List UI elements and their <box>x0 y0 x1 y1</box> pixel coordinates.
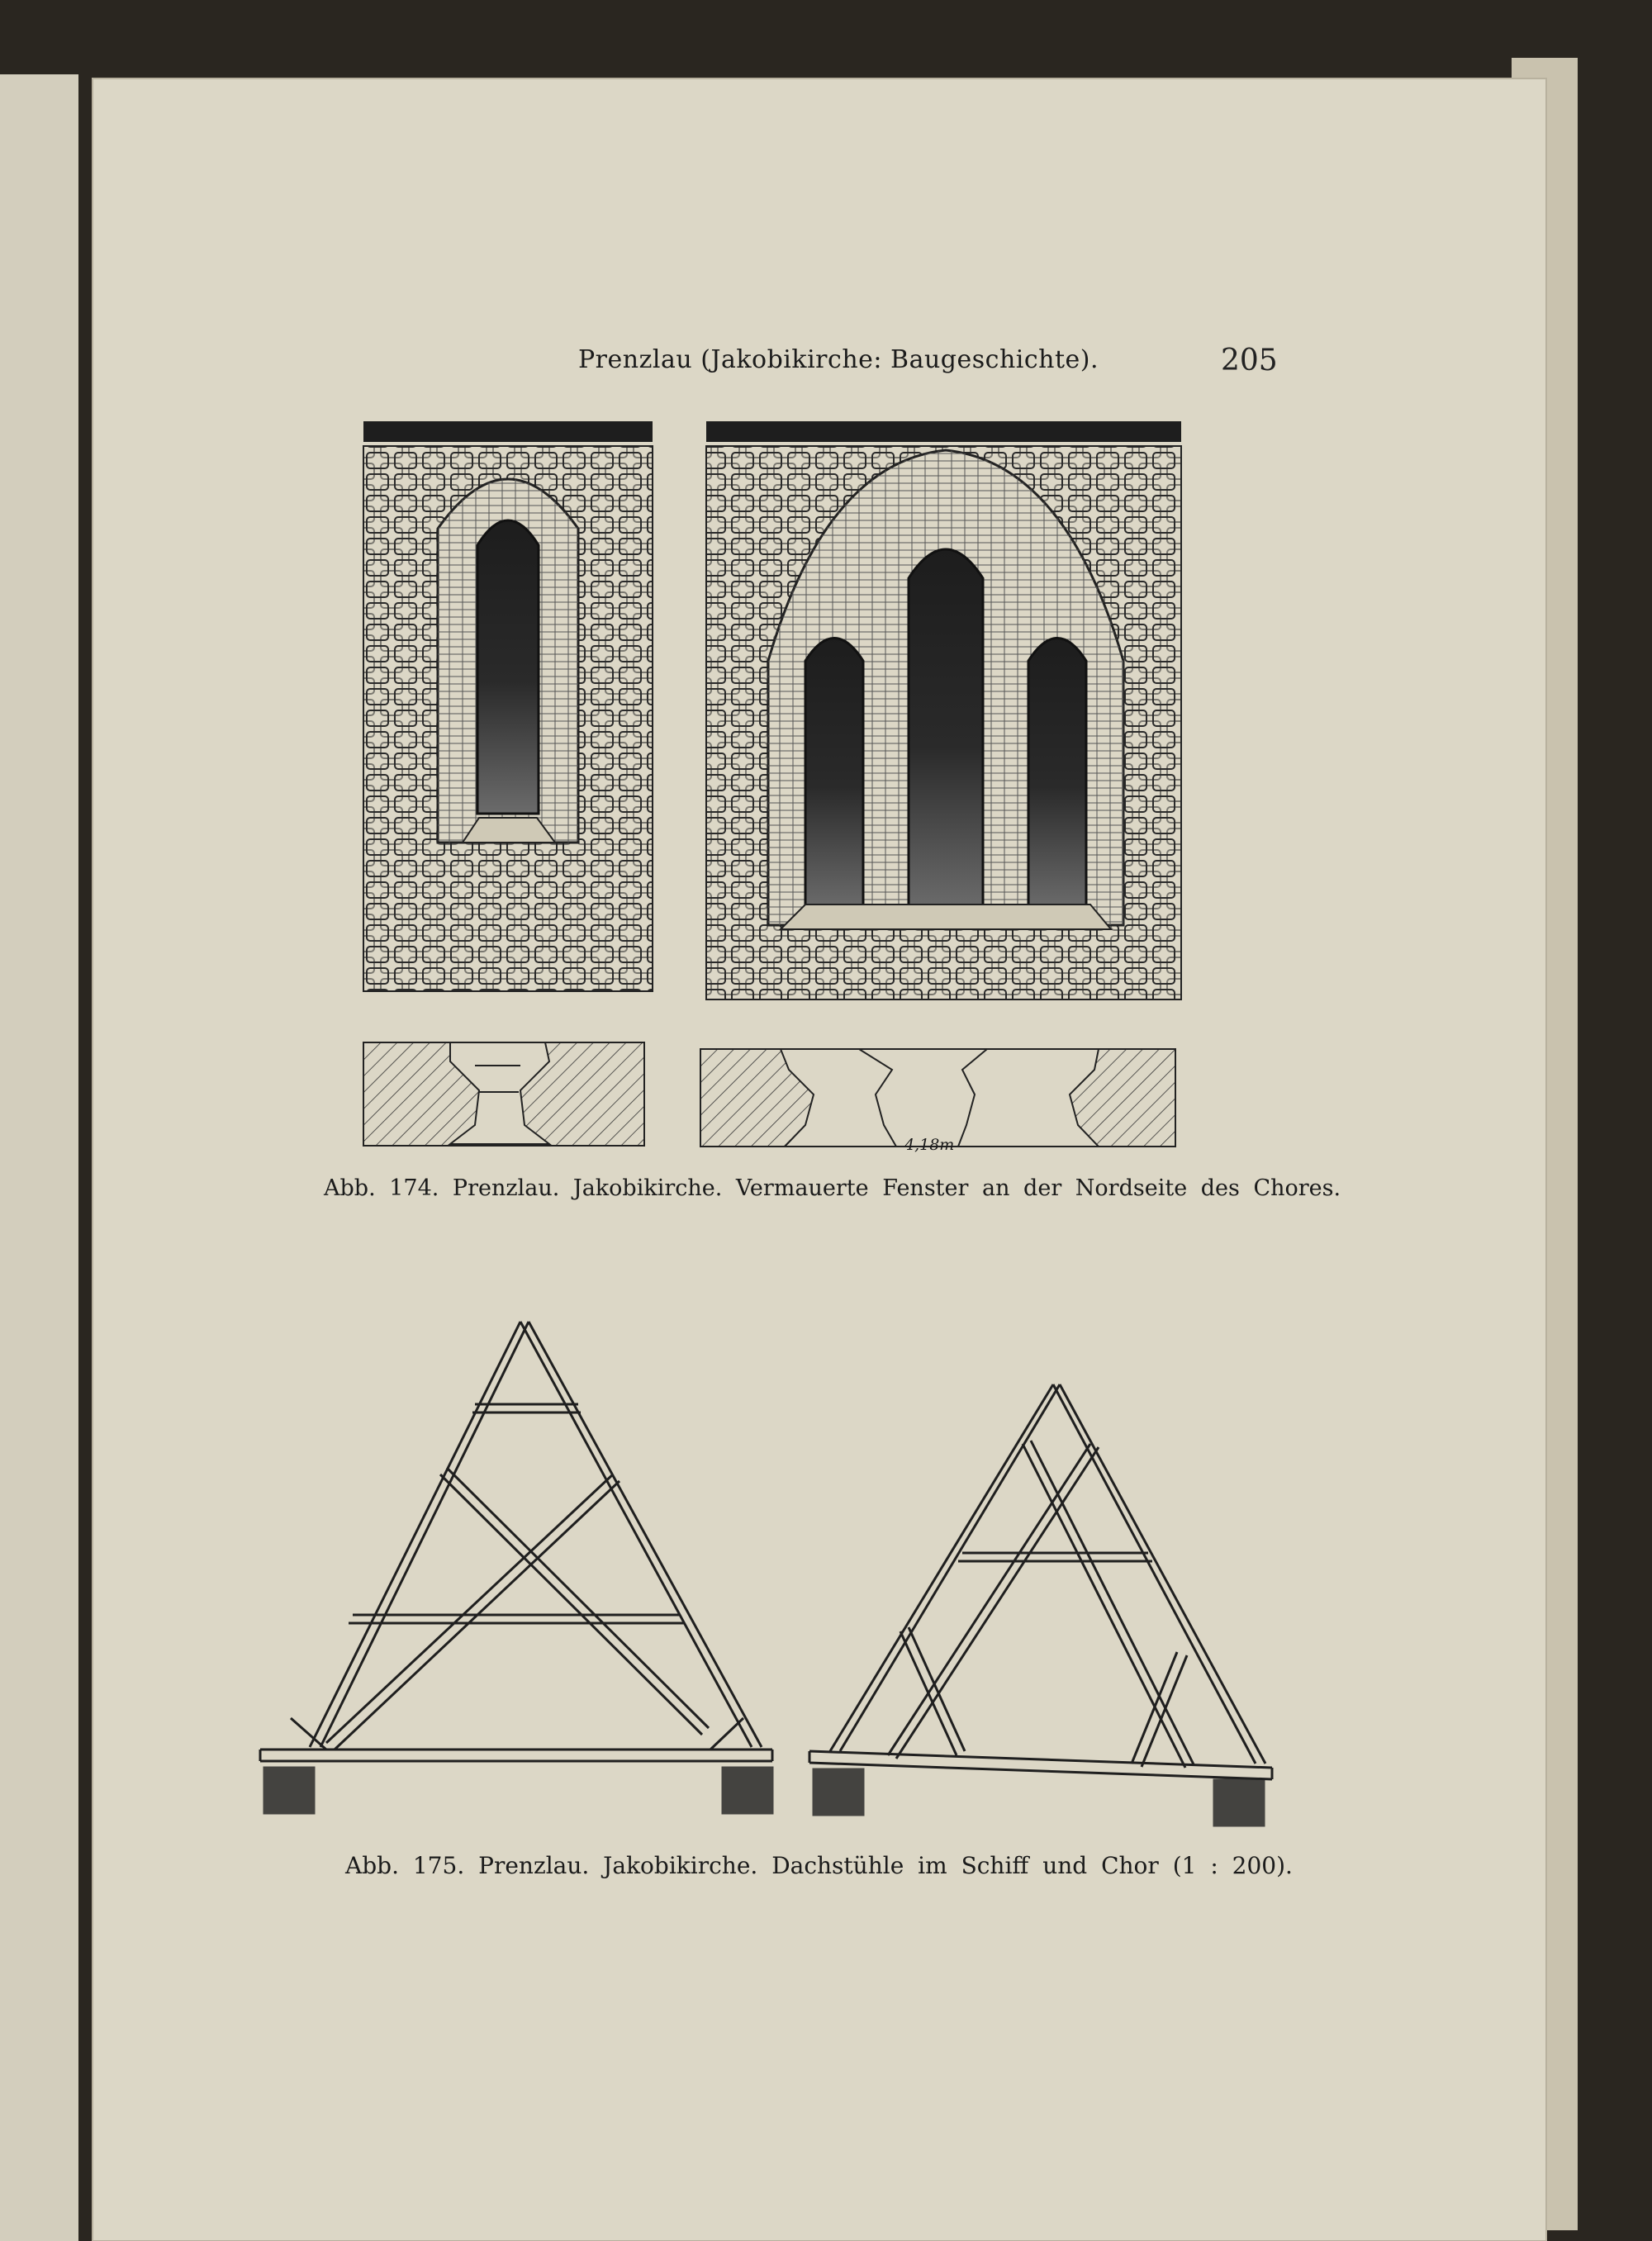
scale-label: 4,18m <box>904 1136 955 1154</box>
left-page <box>0 74 78 2241</box>
figure-174-right-window <box>706 421 1181 999</box>
figure-174-left-plan <box>363 1042 644 1146</box>
running-head: Prenzlau (Jakobikirche: Baugeschichte). <box>578 345 1099 374</box>
figure-174-right-plan <box>700 1049 1175 1147</box>
page-number: 205 <box>1221 344 1278 377</box>
figure-174-caption: Abb. 174. Prenzlau. Jakobikirche. Vermauerte Fenster an der Nordseite des Chores. <box>324 1175 1341 1201</box>
page <box>93 78 1546 2241</box>
figure-175-caption: Abb. 175. Prenzlau. Jakobikirche. Dachstühle im Schiff und Chor (1 : 200). <box>345 1852 1293 1879</box>
figure-174-left-window <box>363 421 653 991</box>
